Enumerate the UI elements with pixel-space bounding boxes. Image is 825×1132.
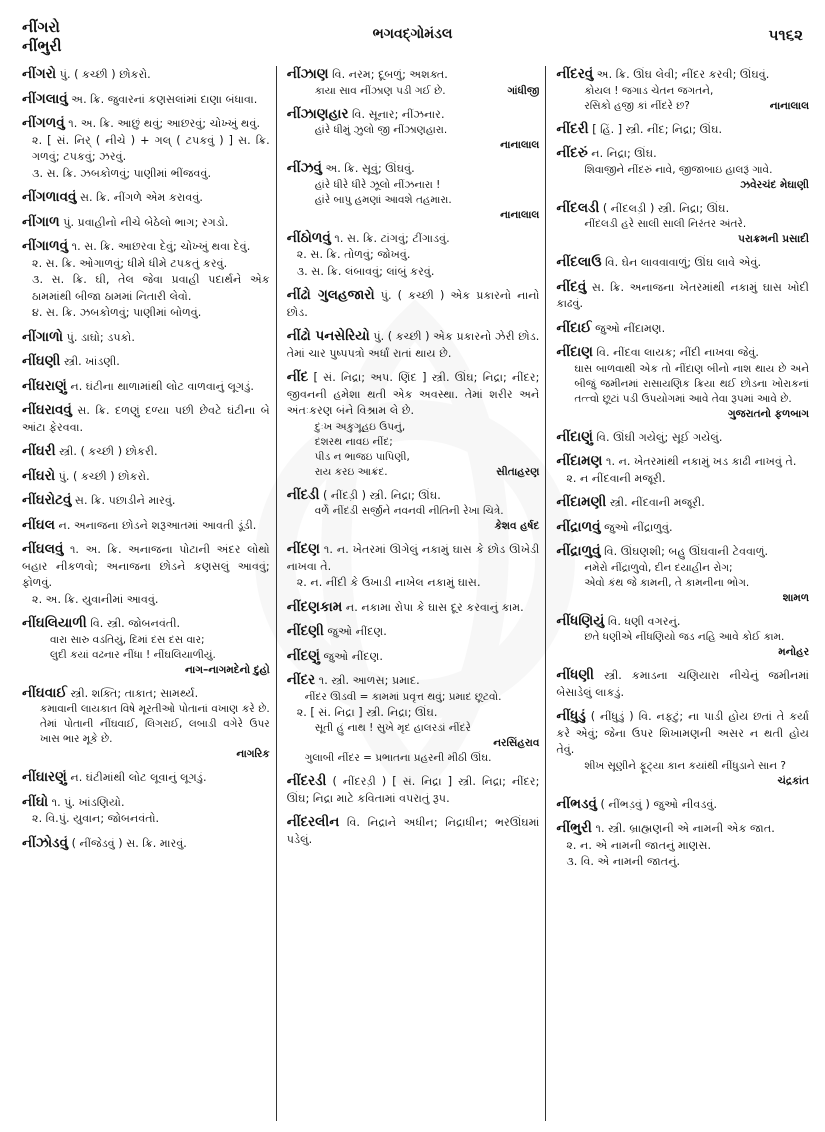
headword: નીંગળવું [22, 115, 65, 131]
entry-definition [287, 287, 540, 321]
column-2 [276, 66, 546, 1121]
definition-text: ન. અનાજના છોડને શરૂઆતમાં આવતી ડૂંડી. [58, 518, 257, 532]
entry-definition [556, 796, 809, 814]
usage-example: કમાવાની લાયકાત વિષે મૂરતીઓ પોતાનાં વખાણ કરે છે. તેમાં પોતાની નીંઘવાઈ, લિગરાઈ, લબાડી વગેરે ઉપર ખાસ ભાર મૂકે છે. [40, 703, 270, 745]
headword: નીંદરી [556, 120, 589, 137]
entry-definition [22, 238, 270, 256]
citation-line [556, 630, 809, 645]
citation-line [287, 123, 540, 138]
dictionary-entry [22, 615, 270, 678]
definition-text: ૧. ન. ખેતરમાં ઊગેલું નકામું ઘાસ કે છોડ ઊખેડી નાખવા તે. [286, 543, 540, 573]
entry-definition [22, 541, 270, 592]
citation-source: ઝવેરચંદ મેઘાણી [740, 178, 810, 191]
definition-text: ( નીંજેડવું ) સ. ક્રિ. મારવું. [71, 836, 187, 850]
headword: નીંદડી [286, 486, 320, 503]
dictionary-entry [556, 453, 809, 487]
citation-line [287, 435, 540, 450]
usage-example: ગુલાબી નીંદર = પ્રભાતના પ્રહરની મીઠી ઊંઘ. [304, 752, 492, 764]
citation-text: દશરથ નાવઇ નીંદ; [314, 435, 393, 448]
entry-definition [287, 328, 540, 362]
dictionary-entry [556, 519, 809, 537]
entry-definition [22, 214, 270, 232]
dictionary-entry [556, 121, 809, 139]
headword: નીંઘણી [22, 353, 61, 369]
headword: નીંદવું [556, 278, 587, 295]
definition-text: ( નીંભડ઼વું ) જુઓ નીવડવું. [600, 797, 718, 811]
sense: ૨. ન. નીંદી કે ઉખાડી નાખેલ નકામું ઘાસ. [296, 576, 481, 589]
headword: નીંઘારણું [22, 769, 67, 785]
headword: નીંઘરોટવું [22, 492, 72, 508]
headword: નીંદામણી [556, 494, 607, 510]
column-3 [545, 66, 815, 1121]
citation-line [556, 217, 809, 232]
dictionary-entry [556, 66, 809, 114]
citation-text: હાંરે બાપુ હમણાં આવશે તહમારા. [314, 193, 452, 206]
definition-text: [ સં. નિદ્રા; અપ. ણિંદ ] સ્ત્રી. ઊંઘ; નિદ્રા; નીંદર; જીવનની હમેશા થતી એક અવસ્થા. તેમાં શરીર અને અંતઃકરણ બંને વિશ્રામ લે છે. [286, 371, 540, 417]
entry-definition [556, 519, 809, 537]
headword: નીંદર [286, 672, 316, 688]
entry-definition [287, 773, 540, 807]
citation-line [287, 504, 540, 519]
dictionary-entry [22, 66, 270, 84]
dictionary-entry [22, 769, 270, 787]
entry-definition [556, 320, 809, 338]
dictionary-entry [287, 814, 540, 848]
citation-line [556, 759, 809, 774]
citation-text: રાય કરઇ આક્રંદ. [314, 465, 388, 478]
definition-text: વિ. સૂનાર; નીંઝનાર. [352, 107, 445, 121]
definition-text: ન. ઘંટીના થાળામાંથી લોટ વાળવાનું લૂગડું. [70, 379, 254, 393]
headword: નીંઝોડવું [22, 834, 68, 851]
usage-example: ઘાસ બાળવાથી એક તો નીંદાણ બીનો નાશ થાય છે અને બીજું જમીનમાં રાસાયણિક ક્રિયા થઈ છોડના ખોરાકનાં તત્ત્વો છૂટાં પડી ઉપયોગમાં આવે તેવા રૂપમાં આવે છે. [574, 362, 810, 405]
definition-text: પું. ( કચ્છી ) છોકરો. [59, 68, 151, 81]
definition-text: સ. ક્રિ. અનાજના ખેતરમાંથી નકામું ઘાસ ખોદી કાઢવું. [556, 280, 809, 310]
dictionary-entry [287, 287, 540, 321]
headword: નીંધણિયું [556, 612, 605, 629]
definition-text: જુઓ નીંદ્રાળુવું. [604, 520, 673, 534]
entry-definition [287, 369, 540, 420]
dictionary-entry [556, 494, 809, 512]
headword: નીંદણી [286, 623, 324, 639]
dictionary-entry [287, 230, 540, 281]
entry-definition [22, 189, 270, 207]
citation-line [556, 84, 809, 99]
page-header [22, 18, 803, 58]
definition-text: વિ. ધણી વગરનું. [607, 614, 681, 628]
definition-text: વિ. ઊંઘી ગયેલું; સૂઈ ગયેલું. [596, 430, 723, 444]
entry-definition [287, 672, 540, 690]
dictionary-entry [556, 429, 809, 447]
entry-definition [287, 599, 540, 617]
definition-text: વિ. નરમ; દૂબળું; અશક્ત. [332, 68, 448, 81]
headword: નીંદામણ [556, 453, 603, 469]
dictionary-entry [287, 599, 540, 617]
citation-text: સૂતી હું નાથ ! સુખે મૃદ હાલરડાં નીંદરે [314, 722, 471, 734]
citation-line [22, 648, 270, 663]
entry-definition [287, 160, 540, 178]
citation-text: રસિકો હજી કાં નીંદરે છ? [584, 99, 690, 112]
dictionary-entry [287, 623, 540, 641]
dictionary-entry [556, 796, 809, 814]
entry-definition [556, 543, 809, 561]
headword: નીંદાણું [556, 428, 593, 445]
citation-line [287, 84, 540, 99]
dictionary-entry [22, 685, 270, 763]
sense: ૩. સ. ક્રિ. લંબાવવું; લાંબું કરવું. [296, 264, 435, 278]
citation-source: મનોહર [778, 646, 810, 658]
entry-definition [556, 820, 809, 838]
headword: નીંદલાઉ [556, 254, 602, 270]
citation-text: હાંરે ધીમું ઝુલો જી નીંઝાણહારા. [314, 124, 448, 136]
headword: નીંગલાવું [22, 90, 68, 107]
entry-definition [22, 517, 270, 535]
entry-definition [556, 667, 809, 701]
citation-line [556, 561, 809, 576]
headword: નીંદ્રાળવું [556, 518, 601, 535]
citation-text: લુદી કયાં વઢનાર નીંધા ! નીંઘલિયાળીયું. [50, 648, 216, 661]
citation-source: કેશવ હર્ષદ [494, 520, 540, 532]
entry-definition [556, 344, 809, 362]
headword: નીંઘલવું [22, 541, 64, 557]
dictionary-entry [22, 189, 270, 207]
dictionary-entry [556, 254, 809, 272]
citation-line [287, 450, 540, 465]
headword: નીંઝાણ [286, 66, 329, 82]
entry-definition [22, 443, 270, 461]
headword: નીંદણ [286, 541, 320, 557]
sense: ૨. વિ.પું. યુવાન; જોબનવંતો. [32, 812, 160, 825]
sense: ૩. વિ. એ નામની જાતનું. [566, 855, 681, 868]
definition-text: સ્ત્રી. ( કચ્છી ) છોકરી. [59, 445, 158, 458]
citation-text: વર્ળે નીંદડી સર્જીને નવનવી નીતિની રેખા ચિત્રે. [314, 505, 504, 517]
definition-text: જુઓ નીંદણ. [327, 625, 387, 638]
headword: નીંદાણ [556, 344, 593, 360]
definition-text: પું. ( કચ્છી ) એક પ્રકારનો નાનો છોડ. [286, 289, 540, 319]
sense: ૨. [ સં. નિર્ ( નીચે ) + ગલ્ ( ટપકવું ) ] સ. ક્રિ. ગળવું; ટપકવું; ઝરવું. [32, 133, 270, 163]
definition-text: સ્ત્રી. ખાંડણી. [63, 355, 120, 368]
definition-text: વિ. સ્ત્રી. જોબનવંતી. [90, 617, 181, 630]
sense: ૩. સ. ક્રિ. ઝબકોળવું; પાણીમાં ભીંજવવું. [32, 166, 212, 180]
dictionary-entry [556, 145, 809, 193]
headword: નીંગરો [22, 66, 57, 82]
dictionary-entry [22, 238, 270, 322]
citation-source: ગુજરાતનો ફળબાગ [727, 407, 810, 420]
citation-source: ગાંધીજી [507, 84, 540, 97]
citation-line [287, 721, 540, 736]
dictionary-entry [556, 667, 809, 701]
headword: નીંદરડી [286, 773, 327, 789]
citation-source: નાનાલાલ [500, 139, 540, 151]
citation-source: પરાક્રમની પ્રસાદી [738, 233, 810, 245]
headword: નીંદણું [286, 647, 320, 664]
headword: નીંઢો પનસેરિયો [286, 328, 370, 344]
sense: ૨. [ સં. નિદ્રા ] સ્ત્રી. નિદ્રા; ઊંઘ. [296, 705, 438, 719]
definition-text: ૧. સ્ત્રી. આળસ; પ્રમાદ. [318, 674, 420, 687]
entry-definition [556, 708, 809, 759]
headword: નીંદરવું [556, 66, 594, 82]
dictionary-entry [287, 106, 540, 154]
citation-text: હાંરે ધીરે ધીરે ઝૂલો નીંઝનારા ! [314, 178, 441, 191]
definition-text: સ. ક્રિ. નીંગળે એમ કરાવવું. [80, 191, 203, 204]
citation-source: સીતાહરણ [496, 465, 540, 478]
definition-text: વિ. નિદ્રાને અધીન; નિદ્રાધીન; ભરઊંઘમાં પડેલું. [286, 816, 540, 846]
citation-text: નમેરો નીંદ્રાળુવો, દીન દયાહીન રોગ; [584, 561, 733, 574]
definition-text: ૧. અ. ક્રિ. અનાજના પોટાની અંદર લોથો બહાર નીકળવો; અનાજના છોડને કણસલું આવવું; ફોળવું. [22, 543, 270, 589]
definition-text: ન. નકામા રોપા કે ઘાસ દૂર કરવાનું કામ. [345, 600, 524, 614]
headword: નીંઘરી [22, 443, 56, 459]
entry-definition [22, 769, 270, 787]
entry-definition [287, 487, 540, 505]
dictionary-entry [22, 214, 270, 232]
headword: નીંઝાણહાર [286, 105, 349, 122]
definition-text: ૧. સ્ત્રી. બ્રાહ્મણની એ નામની એક જાત. [595, 822, 775, 835]
usage-example: નીંદર ઊડવી = કામમાં પ્રવૃત્ત થવું; પ્રમાદ છૂટવો. [304, 690, 502, 703]
headword: નીંઘલ [22, 516, 55, 533]
sense: ૪. સ. ક્રિ. ઝબકોળવું; પાણીમાં બોળવું. [32, 306, 202, 319]
headword: નીંધણી [556, 667, 595, 683]
entry-definition [287, 541, 540, 575]
definition-text: સ્ત્રી. કમાડના ચણિયારા નીચેનું જમીનમાં બેસાડેલું લાકડું. [556, 669, 809, 699]
dictionary-entry [22, 378, 270, 396]
dictionary-entry [22, 492, 270, 510]
dictionary-entry [556, 543, 809, 606]
dictionary-entry [22, 794, 270, 828]
headword: નીંઘવાઈ [22, 684, 67, 701]
dictionary-entry [22, 517, 270, 535]
citation-line [287, 178, 540, 193]
entry-definition [556, 200, 809, 218]
definition-text: પું. ( કચ્છી ) એક પ્રકારનો ઝેરી છોડ. તેમાં ચાર પુષ્પપત્રો અર્ધાં રાતાં થાય છે. [286, 330, 540, 360]
book-title: ભગવદ્ગોમંડલ [372, 26, 453, 42]
headword: નીંઘરાવવું [22, 402, 72, 418]
headword: નીંદ્રાળુવું [556, 543, 601, 559]
definition-text: ( નીંદરડ઼ી ) [ સં. નિદ્રા ] સ્ત્રી. નિદ્રા; નીંદર; ઊંઘ; નિદ્રા માટે કવિતામાં વપરાતું રૂપ. [286, 775, 540, 805]
sense: ૨. સ. ક્રિ. તોળવું; જોખવું. [296, 248, 411, 261]
citation-source: નાનાલાલ [500, 208, 540, 221]
entry-definition [556, 429, 809, 447]
definition-text: ૧. સ. ક્રિ. આછરવા દેવું; ચોખ્ખું થવા દેવું. [71, 240, 251, 253]
entry-definition [287, 106, 540, 124]
entry-definition [287, 230, 540, 248]
entry-definition [556, 279, 809, 313]
citation-source: નાગરિક [236, 748, 270, 760]
entry-definition [22, 329, 270, 347]
definition-text: અ. ક્રિ. સૂવું; ઊંઘવું. [325, 162, 415, 175]
citation-source: નાગ–નાગમદેનો દુહો [184, 663, 270, 676]
guide-word-last: નીંભુરી [22, 37, 62, 55]
entry-definition [556, 121, 809, 139]
headword: નીંદરલીન [286, 814, 340, 830]
definition-text: ( નીંદડ઼ી ) સ્ત્રી. નિદ્રા; ઊંઘ. [323, 488, 441, 502]
citation-line [556, 99, 809, 114]
definition-text: વિ. નીંદવા લાયક; નીંદી નાખવા જેવું. [596, 346, 759, 359]
headword: નીંગાળો [22, 328, 63, 345]
definition-text: જુઓ નીંદામણ. [595, 321, 666, 335]
entry-definition [556, 613, 809, 631]
page-number: ૫૧૬૨ [768, 26, 803, 44]
headword: નીંભુરી [556, 820, 592, 836]
guide-word-first: નીંગરો [22, 18, 60, 36]
dictionary-entry [287, 66, 540, 99]
dictionary-entry [287, 773, 540, 807]
citation-source: નરસિંહરાવ [493, 737, 540, 749]
citation-text: પીડ ન ભાજઇ પાપિણી, [314, 450, 410, 463]
entry-definition [556, 494, 809, 512]
sense: ૨. ન. એ નામની જાતનું માણસ. [566, 838, 712, 852]
headword: નીંદાઈ [556, 319, 592, 336]
headword: નીંધુડું [556, 708, 586, 724]
entry-definition [287, 648, 540, 666]
dictionary-entry [556, 320, 809, 338]
entry-definition [556, 254, 809, 272]
citation-source: શામળ [782, 591, 810, 604]
entry-definition [556, 453, 809, 471]
dictionary-entry [556, 708, 809, 789]
entry-definition [22, 353, 270, 371]
dictionary-columns [22, 66, 815, 1112]
definition-text: પું. પ્રવાહીનો નીચે બેઠેલો ભાગ; રગડો. [63, 215, 229, 229]
citation-text: છતે ધણીએ નીંધણિયો જડ નહિ આવે કોઈ કામ. [584, 631, 785, 643]
headword: નીંદરું [556, 145, 588, 161]
entry-definition [22, 91, 270, 109]
definition-text: પું. ( કચ્છી ) છોકરો. [58, 469, 150, 483]
sense: ૨. અ. ક્રિ. યુવાનીમાં આવવું. [32, 592, 159, 606]
dictionary-entry [22, 468, 270, 486]
definition-text: ન. નિદ્રા; ઊંઘ. [591, 147, 657, 160]
definition-text: [ હિં. ] સ્ત્રી. નીંદ; નિદ્રા; ઊંઘ. [592, 122, 723, 136]
entry-definition [22, 66, 270, 84]
headword: નીંગળાવવું [22, 189, 77, 205]
dictionary-entry [556, 613, 809, 661]
definition-text: સ્ત્રી. શક્તિ; તાકાત; સામર્થ્ય. [70, 686, 199, 700]
dictionary-entry [287, 328, 540, 362]
definition-text: જુઓ નીંદણ. [323, 649, 383, 663]
definition-text: ૧. અ. ક્રિ. આછું થવું; આછરવું; ચોખ્ખું થવું. [68, 117, 260, 130]
headword: નીંઘલિયાળી [22, 615, 87, 631]
definition-text: સ. ક્રિ. દળણું દળ્યા પછી છેવટે ઘંટીના બે આંટા ફેરવવા. [22, 404, 270, 434]
sense: ૨. સ. ક્રિ. ઓગાળવું; ધીમે ધીમે ટપકતું કરવું. [32, 256, 228, 270]
definition-text: સ. ક્રિ. પછાડીને મારવું. [74, 494, 176, 507]
definition-text: ૧. સ. ક્રિ. ટાંગવું; ટીંગાડવું. [334, 231, 450, 245]
entry-definition [556, 66, 809, 84]
entry-definition [22, 378, 270, 396]
dictionary-entry [556, 820, 809, 871]
entry-definition [22, 685, 270, 703]
citation-line [287, 193, 540, 208]
definition-text: ૧. ન. ખેતરમાંથી નકામું ખડ કાઢી નાખવું તે. [606, 455, 797, 468]
dictionary-entry [22, 443, 270, 461]
headword: નીંઘરાણું [22, 377, 67, 394]
dictionary-entry [287, 541, 540, 592]
entry-definition [22, 468, 270, 486]
dictionary-entry [287, 160, 540, 223]
entry-definition [22, 492, 270, 510]
headword: નીંઝવું [286, 160, 322, 176]
entry-definition [556, 145, 809, 163]
citation-text: દુઃખ અકુગૂહઇ ઉપનું, [314, 420, 406, 433]
citation-text: વારા સારુ વડતિયું, દિમાં દસ દસ વાર; [50, 633, 205, 646]
citation-line [556, 576, 809, 591]
headword: નીંઠોળવું [286, 229, 331, 246]
headword: નીંઢો ગુલહજારો [286, 287, 375, 303]
citation-text: નીંદલડી હરે સાલી સાલી નિરંતર અંતરે. [584, 218, 747, 230]
column-1 [22, 66, 276, 1112]
headword: નીંગાળવું [22, 238, 69, 254]
dictionary-entry [22, 835, 270, 853]
definition-text: અ. ક્રિ. ઊંઘ લેવી; નીંદર કરવી; ઊંઘવું. [596, 68, 770, 81]
entry-definition [22, 615, 270, 633]
citation-text: કાયા સાવ નીંઝાણ પડી ગઈ છે. [314, 84, 446, 97]
entry-definition [287, 814, 540, 848]
dictionary-entry [287, 487, 540, 535]
citation-text: એવો કંથ જે કામની, તે કામનીના ભોગ. [584, 576, 750, 589]
citation-text: શિવાજીને નીંદરું નાવે, જીજાબાઇ હાલરૂં ગાવે. [584, 163, 773, 176]
sense: ૨. ન નીંદવાની મજૂરી. [566, 471, 666, 485]
headword: નીંગાળ [22, 213, 60, 230]
entry-definition [287, 66, 540, 84]
entry-definition [22, 794, 270, 812]
headword: નીંઘો [22, 793, 49, 810]
definition-text: ( નીંધુડું ) વિ. નફટું; ના પાડી હોય છતાં તે કર્યા કરે એવું; જેના ઉપર શિખામણની અસર ન થતી હોય તેવું. [556, 710, 810, 756]
definition-text: સ્ત્રી. નીંદવાની મજૂરી. [609, 496, 705, 509]
definition-text: ૧. પું. ખાંડણિયો. [51, 795, 125, 809]
dictionary-entry [22, 329, 270, 347]
dictionary-entry [287, 369, 540, 480]
dictionary-entry [556, 279, 809, 313]
citation-line [22, 633, 270, 648]
citation-source: નાનાલાલ [769, 99, 810, 112]
headword: નીંદ [286, 369, 309, 385]
citation-line [287, 465, 540, 480]
dictionary-entry [22, 91, 270, 109]
headword: નીંદણકામ [286, 598, 343, 615]
citation-text: કોયલ ! જગાડ ચેતન જગતને, [584, 84, 714, 97]
entry-definition [22, 402, 270, 436]
headword: નીંઘરો [22, 467, 56, 484]
dictionary-entry [287, 672, 540, 766]
dictionary-entry [22, 541, 270, 608]
citation-source: ચંદ્રકાંત [777, 774, 810, 787]
definition-text: ન. ઘંટીમાંથી લોટ લૂવાનું લૂગડું. [70, 771, 207, 784]
dictionary-entry [22, 115, 270, 182]
definition-text: પું. ડાઘો; ડપકો. [66, 330, 135, 344]
citation-text: શીખ સૂણીને ફૂટ્યા કાન કયાંથી નીંધુડાને સાન ? [584, 759, 786, 772]
dictionary-entry [22, 353, 270, 371]
headword: નીંભડવું [556, 795, 597, 812]
definition-text: વિ. ઊંઘણશી; બહુ ઊંઘવાની ટેવવાળું. [604, 545, 769, 558]
dictionary-entry [22, 402, 270, 436]
definition-text: અ. ક્રિ. જુવારનાં કણસલાંમાં દાણા બંધાવા. [71, 92, 258, 106]
sense: ૩. સ. ક્રિ. ઘી, તેલ જેવા પ્રવાહી પદાર્થને એક ઠામમાંથી બીજા ઠામમાં નિતારી લેવો. [32, 273, 270, 303]
entry-definition [287, 623, 540, 641]
dictionary-entry [556, 200, 809, 248]
dictionary-entry [556, 344, 809, 422]
definition-text: ( નીંદલડ઼ી ) સ્ત્રી. નિદ્રા; ઊંઘ. [602, 201, 730, 215]
headword: નીંદલડી [556, 199, 600, 216]
citation-line [556, 163, 809, 178]
citation-line [287, 420, 540, 435]
entry-definition [22, 115, 270, 133]
definition-text: વિ. ઘેન લાવવાવાળું; ઊંઘ લાવે એવું. [605, 256, 762, 269]
entry-definition [22, 835, 270, 853]
dictionary-entry [287, 648, 540, 666]
